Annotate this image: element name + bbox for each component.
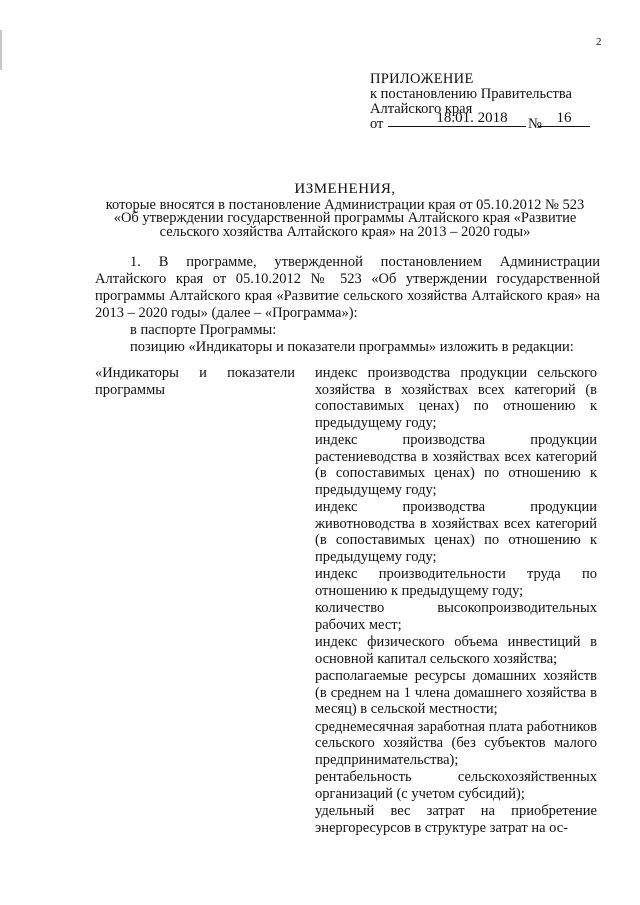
appendix-line-1: к постановлению Правительства — [370, 86, 572, 102]
paragraph-1: 1. В программе, утвержденной постановлением Администрации Алтайского края от 05.10.2012 № 523 «Об утверждении государственной программы Алтайского края «Развитие сельского хозяйства Алтайского края» на 2013 – 2020 годы» (далее – «Программа»): — [95, 254, 600, 321]
indicator-item: рентабельность сельскохозяйственных организаций (с учетом субсидий); — [315, 769, 597, 802]
body-text — [95, 254, 600, 356]
table-left-label: «Индикаторы и показатели программы — [95, 365, 295, 398]
indicator-item: индекс производства продукции сельского хозяйства в хозяйствах всех категорий (в сопоставимых ценах) по отношению к предыдущему году; — [315, 365, 597, 431]
appendix-date-line — [370, 110, 572, 135]
indicator-item: удельный вес затрат на приобретение энергоресурсов в структуре затрат на ос- — [315, 803, 597, 836]
heading-line-3: сельского хозяйства Алтайского края» на 2013 – 2020 годы» — [159, 223, 531, 240]
document-heading — [60, 183, 630, 239]
paragraph-2: в паспорте Программы: — [130, 322, 277, 338]
appendix-block — [370, 72, 572, 135]
indicator-item: количество высокопроизводительных рабочих мест; — [315, 600, 597, 633]
date-value: 18.01. 2018 — [388, 111, 526, 127]
date-prefix: от — [370, 116, 384, 132]
indicator-item: индекс производительности труда по отношению к предыдущему году; — [315, 566, 597, 599]
table-right-column — [315, 365, 597, 837]
heading-title: ИЗМЕНЕНИЯ, — [294, 181, 396, 197]
scan-edge-mark — [0, 30, 2, 70]
indicator-item: индекс производства продукции растениеводства в хозяйствах всех категорий (в сопоставимых ценах) по отношению к предыдущему году; — [315, 432, 597, 498]
indicator-item: индекс физического объема инвестиций в основной капитал сельского хозяйства; — [315, 634, 597, 667]
indicator-item: располагаемые ресурсы домашних хозяйств (в среднем на 1 члена домашнего хозяйства в месяц) в сельской местности; — [315, 668, 597, 717]
appendix-title: ПРИЛОЖЕНИЕ — [370, 71, 474, 87]
indicator-item: индекс производства продукции животноводства в хозяйствах всех категорий (в сопоставимых ценах) по отношению к предыдущему году; — [315, 499, 597, 565]
heading-line-2: «Об утверждении государственной программы Алтайского края «Развитие — [113, 210, 577, 227]
appendix-line-2: Алтайского края — [370, 101, 473, 117]
indicator-item: среднемесячная заработная плата работников сельского хозяйства (без субъектов малого предпринимательства); — [315, 718, 597, 768]
paragraph-3: позицию «Индикаторы и показатели программы» изложить в редакции: — [130, 339, 574, 355]
page-number: 2 — [596, 36, 602, 48]
number-sign: № — [528, 116, 542, 132]
heading-line-1: которые вносятся в постановление Администрации края от 05.10.2012 № 523 — [105, 196, 585, 213]
number-value: 16 — [538, 111, 590, 127]
